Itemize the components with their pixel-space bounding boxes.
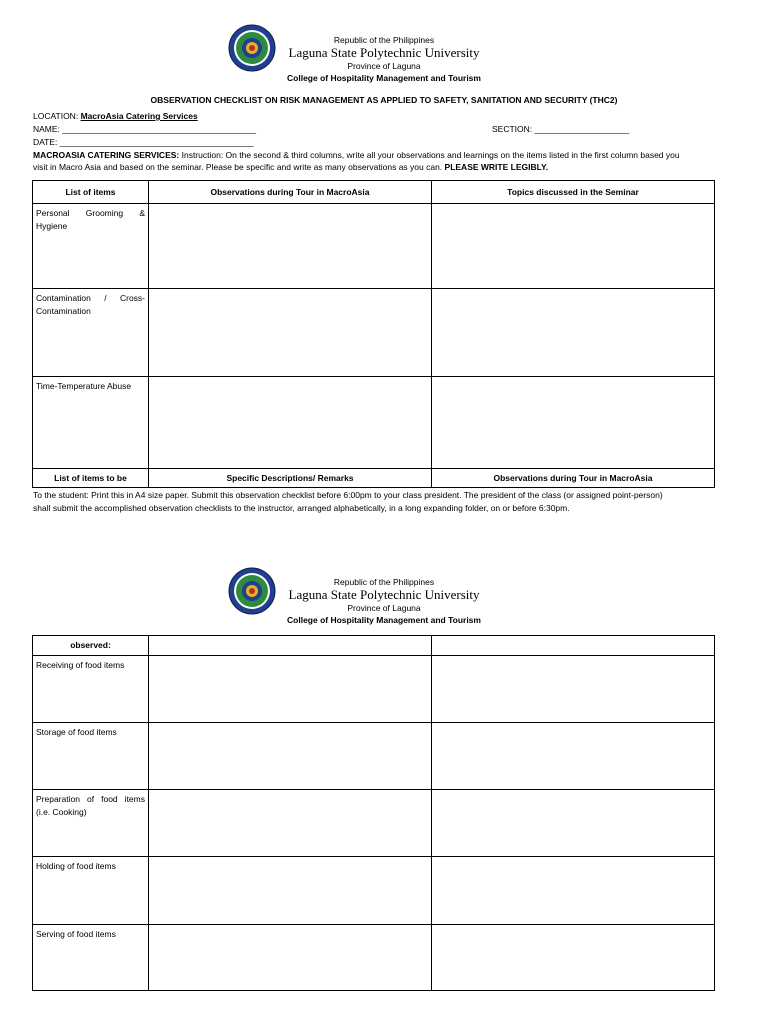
seminar-cell[interactable] xyxy=(432,377,715,469)
column-header: List of items xyxy=(33,181,149,204)
table-row xyxy=(33,656,715,723)
column-header: Specific Descriptions/ Remarks xyxy=(149,469,432,488)
seminar-cell[interactable] xyxy=(432,204,715,289)
item-label: Contamination / Cross-Contamination xyxy=(33,289,149,377)
section-row xyxy=(492,123,629,135)
table-row xyxy=(33,377,715,469)
column-header: observed: xyxy=(33,636,149,656)
student-note-line-2: shall submit the accomplished observation checklists to the instructor, arranged alphabetically, in a long expanding folder, on or before 6:30pm. xyxy=(33,503,570,513)
item-label: Preparation of food items (i.e. Cooking) xyxy=(33,790,149,857)
item-label: Holding of food items xyxy=(33,857,149,925)
province-text: Province of Laguna xyxy=(347,603,421,613)
item-label: Storage of food items xyxy=(33,723,149,790)
header-blank-cell xyxy=(432,636,715,656)
observation-cell[interactable] xyxy=(149,377,432,469)
observation-cell[interactable] xyxy=(432,790,715,857)
university-name: Laguna State Polytechnic University xyxy=(288,587,480,602)
table-row xyxy=(33,723,715,790)
date-field[interactable]: _________________________________________ xyxy=(59,137,254,147)
observation-cell[interactable] xyxy=(149,289,432,377)
item-label: Personal Grooming & Hygiene xyxy=(33,204,149,289)
instruction-text-2: visit in Macro Asia and based on the seminar. Please be specific and write as many observations as you can. xyxy=(33,162,445,172)
item-label: Time-Temperature Abuse xyxy=(33,377,149,469)
instruction-line-1 xyxy=(33,149,680,161)
instruction-heading: MACROASIA CATERING SERVICES: xyxy=(33,150,180,160)
section-field[interactable]: ____________________ xyxy=(534,124,630,134)
table-header-row xyxy=(33,181,715,204)
header-blank-cell xyxy=(149,636,432,656)
observation-cell[interactable] xyxy=(432,723,715,790)
instruction-emphasis: PLEASE WRITE LEGIBLY. xyxy=(444,162,549,172)
college-name: College of Hospitality Management and Tourism xyxy=(287,73,481,83)
description-cell[interactable] xyxy=(149,925,432,991)
location-label: LOCATION: xyxy=(33,111,79,121)
table-row xyxy=(33,204,715,289)
observation-table-1 xyxy=(32,180,715,488)
instruction-line-2 xyxy=(33,161,548,173)
form-title: OBSERVATION CHECKLIST ON RISK MANAGEMENT AS APPLIED TO SAFETY, SANITATION AND SECURITY (THC2) xyxy=(150,95,618,105)
republic-text: Republic of the Philippines xyxy=(333,577,435,587)
table-header-row xyxy=(33,636,715,656)
college-name: College of Hospitality Management and Tourism xyxy=(287,615,481,625)
observation-table-2 xyxy=(32,635,715,991)
observation-cell[interactable] xyxy=(432,857,715,925)
column-header: Topics discussed in the Seminar xyxy=(432,181,715,204)
observation-cell[interactable] xyxy=(432,656,715,723)
item-label: Receiving of food items xyxy=(33,656,149,723)
table-row xyxy=(33,857,715,925)
column-header: Observations during Tour in MacroAsia xyxy=(149,181,432,204)
item-label: Serving of food items xyxy=(33,925,149,991)
location-value: MacroAsia Catering Services xyxy=(80,111,198,121)
description-cell[interactable] xyxy=(149,656,432,723)
university-name: Laguna State Polytechnic University xyxy=(288,45,480,60)
date-row xyxy=(33,136,254,148)
observation-cell[interactable] xyxy=(432,925,715,991)
province-text: Province of Laguna xyxy=(347,61,421,71)
section-label: SECTION: xyxy=(492,124,533,134)
description-cell[interactable] xyxy=(149,790,432,857)
column-header: Observations during Tour in MacroAsia xyxy=(432,469,715,488)
column-header: List of items to be xyxy=(33,469,149,488)
instruction-text-1: Instruction: On the second & third columns, write all your observations and learnings on the items listed in the first column based you xyxy=(179,150,680,160)
location-row xyxy=(33,110,198,122)
name-label: NAME: xyxy=(33,124,60,134)
name-row xyxy=(33,123,256,135)
name-field[interactable]: _________________________________________ xyxy=(62,124,257,134)
student-note-line-1: To the student: Print this in A4 size paper. Submit this observation checklist before 6:00pm to your class president. The president of the class (or assigned point-person) xyxy=(33,490,663,500)
table-footer-header-row xyxy=(33,469,715,488)
observation-cell[interactable] xyxy=(149,204,432,289)
table-row xyxy=(33,289,715,377)
republic-text: Republic of the Philippines xyxy=(333,35,435,45)
date-label: DATE: xyxy=(33,137,58,147)
table-row xyxy=(33,790,715,857)
description-cell[interactable] xyxy=(149,723,432,790)
description-cell[interactable] xyxy=(149,857,432,925)
seminar-cell[interactable] xyxy=(432,289,715,377)
table-row xyxy=(33,925,715,991)
